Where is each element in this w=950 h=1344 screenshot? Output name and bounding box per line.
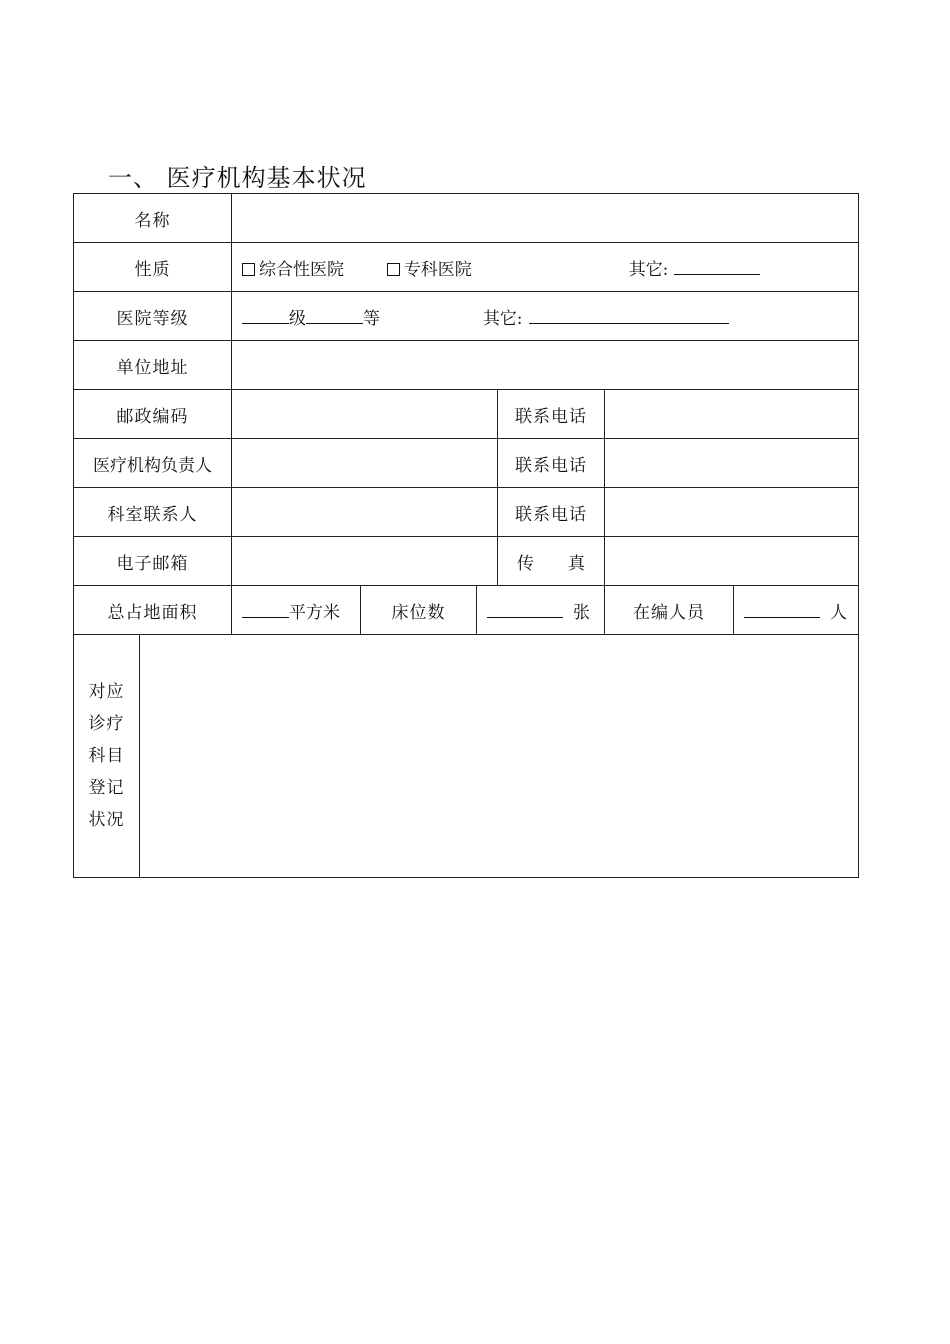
fax-label-part-2: 真 xyxy=(568,553,585,574)
level-other-label: 其它: xyxy=(482,308,523,329)
head-label: 医疗机构负责人 xyxy=(74,439,232,488)
subjects-label-line: 科目 xyxy=(88,746,125,766)
row-level xyxy=(74,292,859,341)
row-name xyxy=(74,194,859,243)
beds-unit: 张 xyxy=(573,602,590,623)
general-hospital-checkbox[interactable] xyxy=(242,263,255,276)
row-address xyxy=(74,341,859,390)
row-email xyxy=(74,537,859,586)
phone-label-2: 联系电话 xyxy=(498,439,605,488)
subjects-label-line: 对应 xyxy=(88,682,125,702)
nature-field xyxy=(232,243,859,292)
name-label: 名称 xyxy=(74,194,232,243)
phone-field-2[interactable] xyxy=(605,439,859,488)
address-label: 单位地址 xyxy=(74,341,232,390)
level-class-suffix: 等 xyxy=(363,308,380,329)
row-nature xyxy=(74,243,859,292)
staff-unit: 人 xyxy=(830,602,847,623)
postcode-field[interactable] xyxy=(232,390,498,439)
fax-label-part-1: 传 xyxy=(517,553,534,574)
level-grade-blank[interactable] xyxy=(242,306,289,324)
dept-contact-field[interactable] xyxy=(232,488,498,537)
email-label: 电子邮箱 xyxy=(74,537,232,586)
institution-form-table xyxy=(73,193,859,878)
nature-other-label: 其它: xyxy=(628,259,669,280)
email-field[interactable] xyxy=(232,537,498,586)
staff-blank[interactable] xyxy=(744,600,820,618)
specialty-hospital-label: 专科医院 xyxy=(403,259,472,280)
level-other-blank[interactable] xyxy=(529,306,729,324)
row-dept-contact xyxy=(74,488,859,537)
nature-label: 性质 xyxy=(74,243,232,292)
general-hospital-label: 综合性医院 xyxy=(259,259,344,280)
area-blank[interactable] xyxy=(242,600,289,618)
postcode-label: 邮政编码 xyxy=(74,390,232,439)
head-field[interactable] xyxy=(232,439,498,488)
fax-field[interactable] xyxy=(605,537,859,586)
subjects-field[interactable] xyxy=(140,635,859,878)
phone-field-1[interactable] xyxy=(605,390,859,439)
specialty-hospital-checkbox[interactable] xyxy=(387,263,400,276)
row-capacity xyxy=(74,586,859,635)
subjects-label xyxy=(74,635,140,878)
subjects-label-line: 登记 xyxy=(88,778,125,798)
nature-other-blank[interactable] xyxy=(674,257,760,275)
subjects-label-line: 状况 xyxy=(88,810,125,830)
area-label: 总占地面积 xyxy=(74,586,232,635)
staff-label: 在编人员 xyxy=(605,586,734,635)
phone-label-3: 联系电话 xyxy=(498,488,605,537)
beds-label: 床位数 xyxy=(361,586,477,635)
page-title: 一、 医疗机构基本状况 xyxy=(108,164,367,192)
address-field[interactable] xyxy=(232,341,859,390)
area-field xyxy=(232,586,361,635)
level-class-blank[interactable] xyxy=(306,306,363,324)
row-head xyxy=(74,439,859,488)
fax-label xyxy=(498,537,605,586)
row-postcode xyxy=(74,390,859,439)
dept-contact-label: 科室联系人 xyxy=(74,488,232,537)
phone-field-3[interactable] xyxy=(605,488,859,537)
subjects-label-line: 诊疗 xyxy=(88,714,125,734)
beds-field xyxy=(477,586,605,635)
name-field[interactable] xyxy=(232,194,859,243)
level-grade-suffix: 级 xyxy=(289,308,306,329)
staff-field xyxy=(734,586,859,635)
area-unit: 平方米 xyxy=(289,602,340,623)
level-label: 医院等级 xyxy=(74,292,232,341)
row-subjects xyxy=(74,635,859,878)
level-field xyxy=(232,292,859,341)
beds-blank[interactable] xyxy=(487,600,563,618)
phone-label-1: 联系电话 xyxy=(498,390,605,439)
